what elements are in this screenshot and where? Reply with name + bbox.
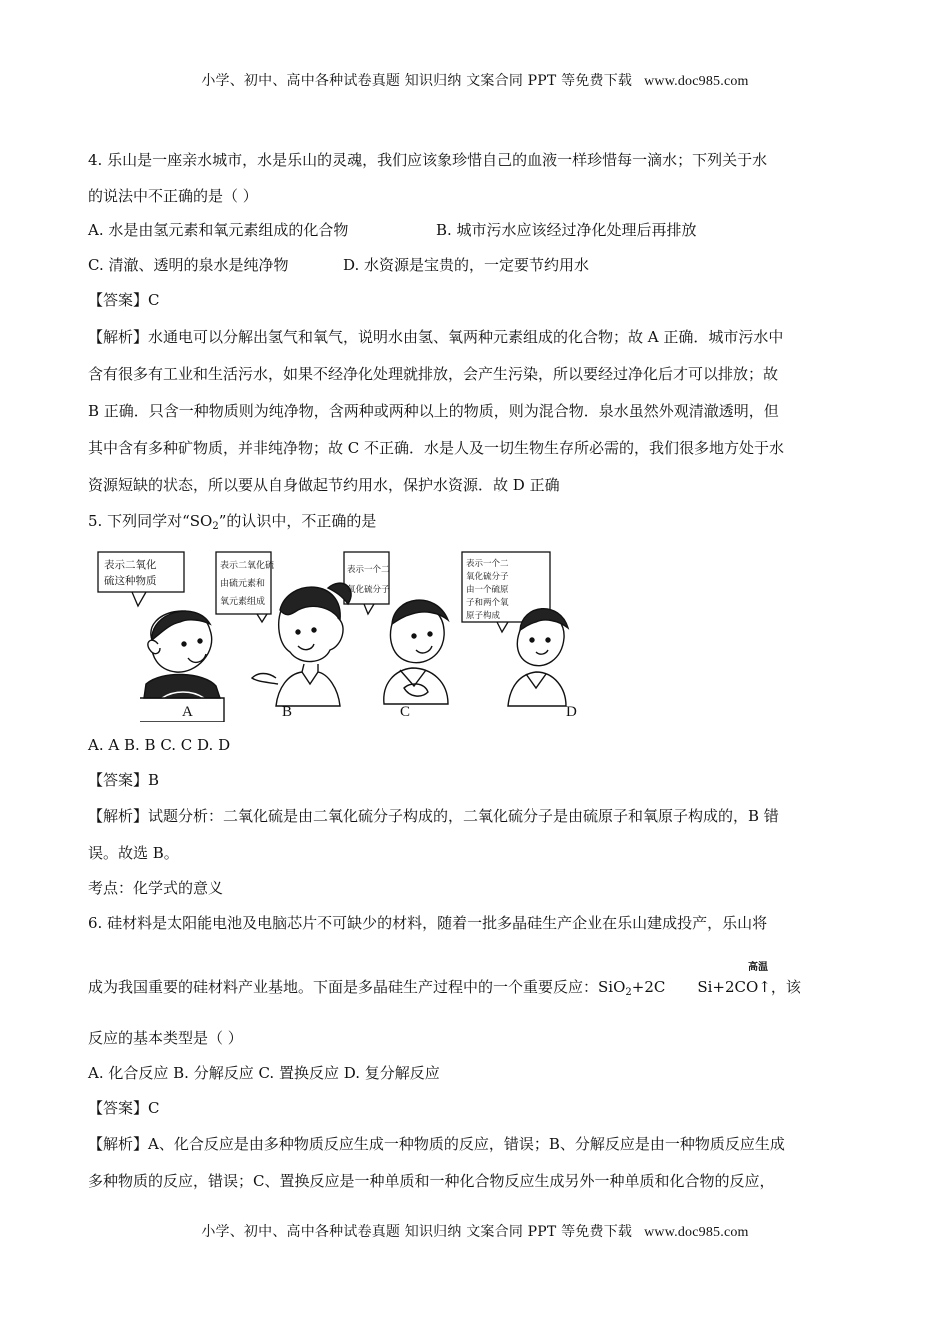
bubble-b-text2: 由硫元素和 — [220, 579, 266, 589]
q5-kaodian: 考点：化学式的意义 — [88, 879, 224, 897]
figure-label-a: A — [182, 704, 193, 720]
bubble-d-text3: 由一个硫原 — [466, 585, 509, 595]
q5-explanation-line2: 误。故选 B。 — [88, 844, 179, 862]
q6-stem-line1: 6. 硅材料是太阳能电池及电脑芯片不可缺少的材料，随着一批多晶硅生产企业在乐山建成投产，乐山将 — [88, 914, 768, 932]
q4-explanation-line5: 资源短缺的状态，所以要从自身做起节约用水，保护水资源．故 D 正确 — [88, 476, 560, 494]
q4-stem-line2: 的说法中不正确的是（ ） — [88, 187, 258, 205]
q4-explanation-line3: B 正确．只含一种物质则为纯净物，含两种或两种以上的物质，则为混合物．泉水虽然外观清澈透明，但 — [88, 402, 779, 420]
q5-answer: 【答案】B — [88, 771, 160, 789]
q5-stem — [88, 511, 376, 537]
q6-stem-line2 — [88, 977, 801, 1003]
q4-option-c: C. 清澈、透明的泉水是纯净物 — [88, 256, 289, 274]
q4-options-row2 — [88, 255, 589, 275]
q4-answer: 【答案】C — [88, 291, 160, 309]
q4-stem-line1: 4. 乐山是一座亲水城市，水是乐山的灵魂，我们应该象珍惜自己的血液一样珍惜每一滴水；下列关于水 — [88, 151, 768, 169]
q6-stem2-post: Si+2CO↑，该 — [697, 978, 801, 996]
q6-explanation-line1: 【解析】A、化合反应是由多种物质反应生成一种物质的反应，错误；B、分解反应是由一种物质反应生成 — [88, 1135, 785, 1153]
bubble-d-text1: 表示一个二 — [466, 559, 509, 569]
q6-stem2-mid: +2C — [631, 978, 666, 996]
figure-label-d: D — [566, 704, 577, 720]
q5-explanation-line1: 【解析】试题分析：二氧化硫是由二氧化硫分子构成的，二氧化硫分子是由硫原子和氧原子构成的，B 错 — [88, 807, 779, 825]
bubble-c-text2: 氧化硫分子 — [347, 585, 390, 595]
q5-options: A. A B. B C. C D. D — [88, 736, 231, 754]
bubble-d-text5: 原子构成 — [466, 611, 501, 621]
q6-answer: 【答案】C — [88, 1099, 160, 1117]
q6-stem-line3: 反应的基本类型是（ ） — [88, 1029, 243, 1047]
q6-options: A. 化合反应 B. 分解反应 C. 置换反应 D. 复分解反应 — [88, 1064, 440, 1082]
q5-stem-post: ”的认识中，不正确的是 — [218, 512, 377, 530]
bubble-a-text2: 硫这种物质 — [104, 575, 157, 587]
q5-stem-pre: 5. 下列同学对“SO — [88, 512, 213, 530]
bubble-a-text1: 表示二氧化 — [104, 559, 157, 571]
bubble-d-text2: 氧化硫分子 — [466, 572, 509, 582]
q6-stem2-sub: 2 — [625, 987, 632, 998]
page-header — [0, 70, 950, 90]
q4-option-d: D. 水资源是宝贵的，一定要节约用水 — [343, 256, 590, 274]
figure-label-c: C — [400, 704, 411, 720]
q6-stem2-pre: 成为我国重要的硅材料产业基地。下面是多晶硅生产过程中的一个重要反应：SiO — [88, 978, 626, 996]
person-d-illustration — [508, 609, 568, 706]
bubble-d-text4: 子和两个氧 — [466, 598, 509, 608]
q5-stem-sub: 2 — [212, 521, 219, 532]
figure-label-b: B — [282, 704, 293, 720]
q4-option-b: B. 城市污水应该经过净化处理后再排放 — [436, 221, 697, 239]
page-footer — [0, 1221, 950, 1241]
q4-options-row1 — [88, 220, 697, 240]
so2-cartoon-figure — [92, 548, 612, 722]
header-text: 小学、初中、高中各种试卷真题 知识归纳 文案合同 PPT 等免费下载 — [201, 73, 633, 89]
bubble-c-text1: 表示一个二 — [347, 565, 390, 575]
reaction-condition: 高温 — [748, 962, 768, 973]
q4-option-a: A. 水是由氢元素和氧元素组成的化合物 — [88, 221, 349, 239]
bubble-b-text3: 氧元素组成 — [220, 597, 266, 607]
footer-text: 小学、初中、高中各种试卷真题 知识归纳 文案合同 PPT 等免费下载 — [201, 1224, 633, 1240]
footer-url[interactable]: www.doc985.com — [644, 1225, 749, 1240]
header-url[interactable]: www.doc985.com — [644, 74, 749, 89]
bubble-b-text1: 表示二氧化硫 — [220, 561, 275, 571]
person-c-illustration — [384, 600, 448, 704]
q4-explanation-line4: 其中含有多种矿物质，并非纯净物；故 C 不正确．水是人及一切生物生存所必需的，我们很多地方处于水 — [88, 439, 785, 457]
q4-explanation-line1: 【解析】水通电可以分解出氢气和氧气，说明水由氢、氧两种元素组成的化合物；故 A 正确．城市污水中 — [88, 328, 784, 346]
person-b-illustration — [252, 583, 351, 706]
q4-explanation-line2: 含有很多有工业和生活污水，如果不经净化处理就排放，会产生污染，所以要经过净化后才可以排放；故 — [88, 365, 779, 383]
q6-explanation-line2: 多种物质的反应，错误；C、置换反应是一种单质和一种化合物反应生成另外一种单质和化合物的反应， — [88, 1172, 775, 1190]
